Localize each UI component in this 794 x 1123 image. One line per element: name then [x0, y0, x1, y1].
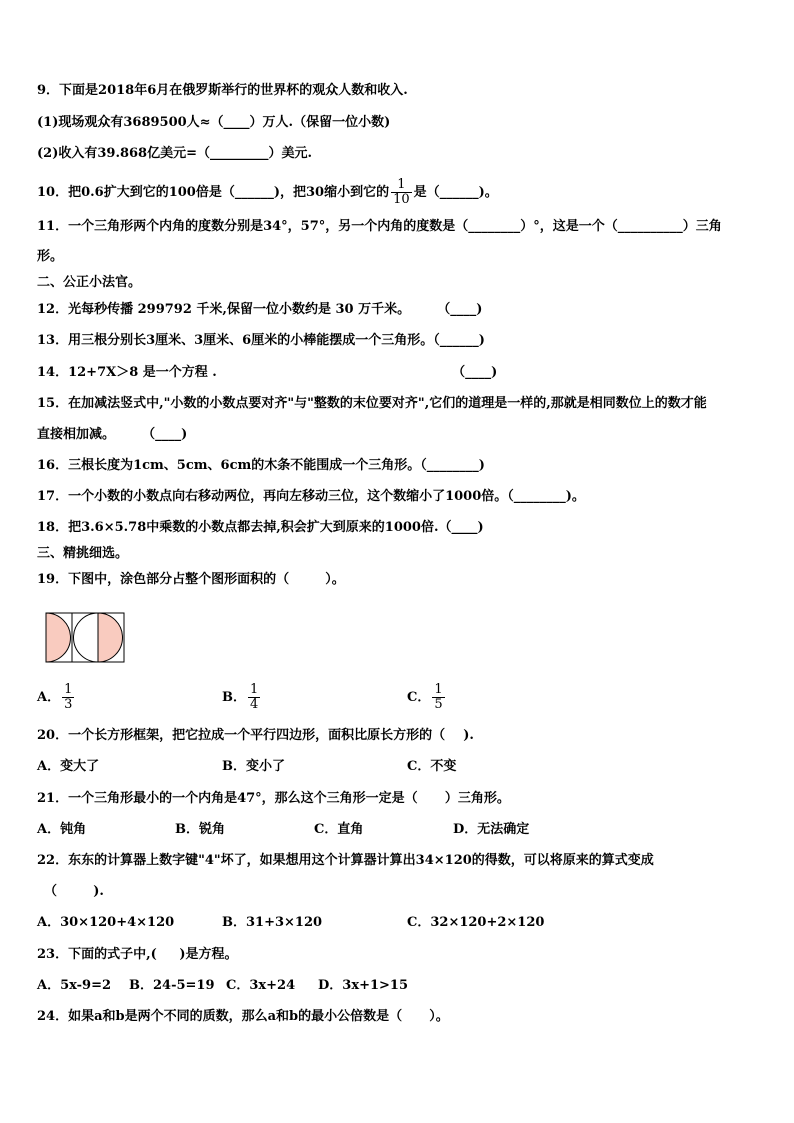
q21-option-d: D．无法确定: [453, 822, 530, 837]
section-2-heading: 二、公正小法官。: [37, 275, 142, 290]
q23-option-b: B．24-5=19: [129, 978, 215, 993]
q23-option-d: D．3x+1>15: [318, 978, 408, 993]
q12: 12．光每秒传播 299792 千米,保留一位小数约是 30 万千米。 （____): [37, 302, 483, 317]
q19-option-c: C． $\frac{1}{5}$: [407, 682, 443, 712]
q20-option-c: C．不变: [407, 759, 457, 774]
q15-line1: 15．在加减法竖式中,"小数的小数点要对齐"与"整数的末位要对齐",它们的道理是一样的,那就是相同数位上的数才能: [37, 396, 707, 411]
q21-option-a: A．钝角: [37, 822, 87, 837]
q9-stem: 9．下面是2018年6月在俄罗斯举行的世界杯的观众人数和收入.: [37, 83, 408, 98]
q22-line2: （ ).: [44, 884, 104, 899]
q11-line2: 形。: [37, 249, 64, 264]
q21-option-c: C．直角: [314, 822, 364, 837]
q22-option-a: A．30×120+4×120: [37, 915, 175, 930]
q23-option-c: C．3x+24: [226, 978, 296, 993]
q24-stem: 24．如果a和b是两个不同的质数，那么a和b的最小公倍数是（ ）。: [37, 1009, 449, 1024]
q11-line1: 11．一个三角形两个内角的度数分别是34°，57°，另一个内角的度数是（________）°，这是一个（__________）三角: [37, 219, 722, 234]
q23-stem: 23．下面的式子中,( )是方程。: [37, 947, 238, 962]
q20-stem: 20．一个长方形框架，把它拉成一个平行四边形，面积比原长方形的（ ).: [37, 728, 474, 743]
q21-option-b: B．锐角: [175, 822, 225, 837]
q22-option-b: B．31+3×120: [222, 915, 323, 930]
q19-shaded-figure: [45, 612, 127, 664]
section-3-heading: 三、精挑细选。: [37, 546, 129, 561]
q19-stem: 19．下图中，涂色部分占整个图形面积的（ ）。: [37, 572, 345, 587]
q20-option-b: B．变小了: [222, 759, 285, 774]
q10: 10．把0.6扩大到它的100倍是（______)，把30缩小到它的 $\frac{1}{10}$ 是（______)。: [37, 177, 498, 207]
q23-option-a: A．5x-9=2: [37, 978, 112, 993]
q13: 13．用三根分别长3厘米、3厘米、6厘米的小棒能摆成一个三角形。（______): [37, 333, 485, 348]
q22-option-c: C．32×120+2×120: [407, 915, 545, 930]
q16: 16．三根长度为1cm、5cm、6cm的木条不能围成一个三角形。（________): [37, 458, 485, 473]
fraction-one-tenth: $\frac{1}{10}$: [393, 177, 410, 207]
q18: 18．把3.6×5.78中乘数的小数点都去掉,积会扩大到原来的1000倍.（____): [37, 520, 484, 535]
q9-part1: (1)现场观众有3689500人≈（____）万人.（保留一位小数): [37, 115, 391, 130]
q19-option-a: A． $\frac{1}{3}$: [37, 682, 73, 712]
q15-line2: 直接相加减。 （____): [37, 427, 188, 442]
q20-option-a: A．变大了: [37, 759, 100, 774]
q14: 14．12+7X＞8 是一个方程 . （____): [37, 365, 498, 380]
q21-stem: 21．一个三角形最小的一个内角是47°，那么这个三角形一定是（ ）三角形。: [37, 791, 510, 806]
q17: 17．一个小数的小数点向右移动两位，再向左移动三位，这个数缩小了1000倍。（________)。: [37, 489, 585, 504]
q22-line1: 22．东东的计算器上数字键"4"坏了，如果想用这个计算器计算出34×120的得数，可以将原来的算式变成: [37, 853, 654, 868]
q9-part2: (2)收入有39.868亿美元=（_________）美元.: [37, 146, 313, 161]
q19-option-b: B． $\frac{1}{4}$: [222, 682, 259, 712]
